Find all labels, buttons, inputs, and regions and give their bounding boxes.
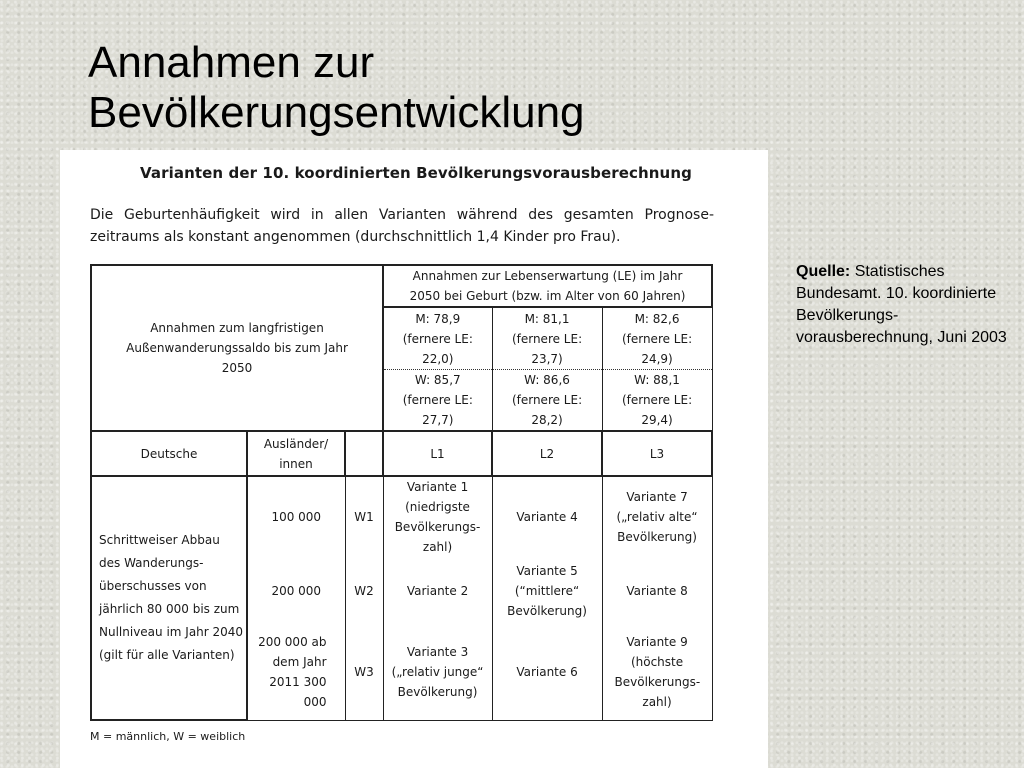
variant-1: Variante 1 (niedrigste Bevölkerungs-zahl): [383, 476, 492, 558]
scanned-document: [60, 150, 768, 768]
saldo-w1: 100 000: [247, 476, 345, 558]
variant-9: Variante 9 (höchste Bevölkerungs-zahl): [602, 624, 712, 720]
col-l1: L1: [383, 431, 492, 475]
le-w-3: W: 88,1 (fernere LE: 29,4): [602, 369, 712, 431]
le-w-1: W: 85,7 (fernere LE: 27,7): [383, 369, 492, 431]
variant-4: Variante 4: [492, 476, 602, 558]
variant-7: Variante 7 („relativ alte“ Bevölkerung): [602, 476, 712, 558]
slide-title-line2: Bevölkerungsentwicklung: [88, 88, 585, 137]
slide-title-line1: Annahmen zur: [88, 38, 375, 87]
col-empty: [345, 431, 383, 475]
table-footnote: M = männlich, W = weiblich: [90, 730, 246, 743]
col-l2: L2: [492, 431, 602, 475]
code-w2: W2: [345, 558, 383, 625]
saldo-w2: 200 000: [247, 558, 345, 625]
variant-6: Variante 6: [492, 624, 602, 720]
document-intro: Die Geburtenhäufigkeit wird in allen Varianten während des gesamten Prognose-zeitraums als konstant angenommen (durchschnittlich 1,4 Kinder pro Frau).: [90, 207, 714, 245]
source-label: Quelle:: [796, 263, 851, 280]
code-w1: W1: [345, 476, 383, 558]
col-l3: L3: [602, 431, 712, 475]
le-m-1: M: 78,9 (fernere LE: 22,0): [383, 307, 492, 369]
deutsche-description: Schrittweiser Abbau des Wanderungs-überschusses von jährlich 80 000 bis zum Nullniveau im Jahr 2040 (gilt für alle Varianten): [91, 476, 247, 720]
variants-table: [90, 264, 713, 721]
variant-2: Variante 2: [383, 558, 492, 625]
col-deutsche: Deutsche: [91, 431, 247, 475]
le-m-3: M: 82,6 (fernere LE: 24,9): [602, 307, 712, 369]
variant-8: Variante 8: [602, 558, 712, 625]
slide-title: [88, 38, 585, 138]
variant-5: Variante 5 (“mittlere“ Bevölkerung): [492, 558, 602, 625]
source-note: [796, 261, 1016, 349]
source-text: Statistisches Bundesamt. 10. koordinierte Bevölkerungs-vorausberechnung, Juni 2003: [796, 263, 1007, 346]
col-auslaender: Ausländer/ innen: [247, 431, 345, 475]
code-w3: W3: [345, 624, 383, 720]
variant-3: Variante 3 („relativ junge“ Bevölkerung): [383, 624, 492, 720]
document-heading: Varianten der 10. koordinierten Bevölkerungsvorausberechnung: [140, 164, 692, 182]
migration-header: Annahmen zum langfristigen Außenwanderungssaldo bis zum Jahr 2050: [91, 265, 383, 431]
le-m-2: M: 81,1 (fernere LE: 23,7): [492, 307, 602, 369]
life-expectancy-header: Annahmen zur Lebenserwartung (LE) im Jahr 2050 bei Geburt (bzw. im Alter von 60 Jahren): [383, 265, 712, 307]
saldo-w3: 200 000 ab dem Jahr 2011 300 000: [247, 624, 345, 720]
le-w-2: W: 86,6 (fernere LE: 28,2): [492, 369, 602, 431]
